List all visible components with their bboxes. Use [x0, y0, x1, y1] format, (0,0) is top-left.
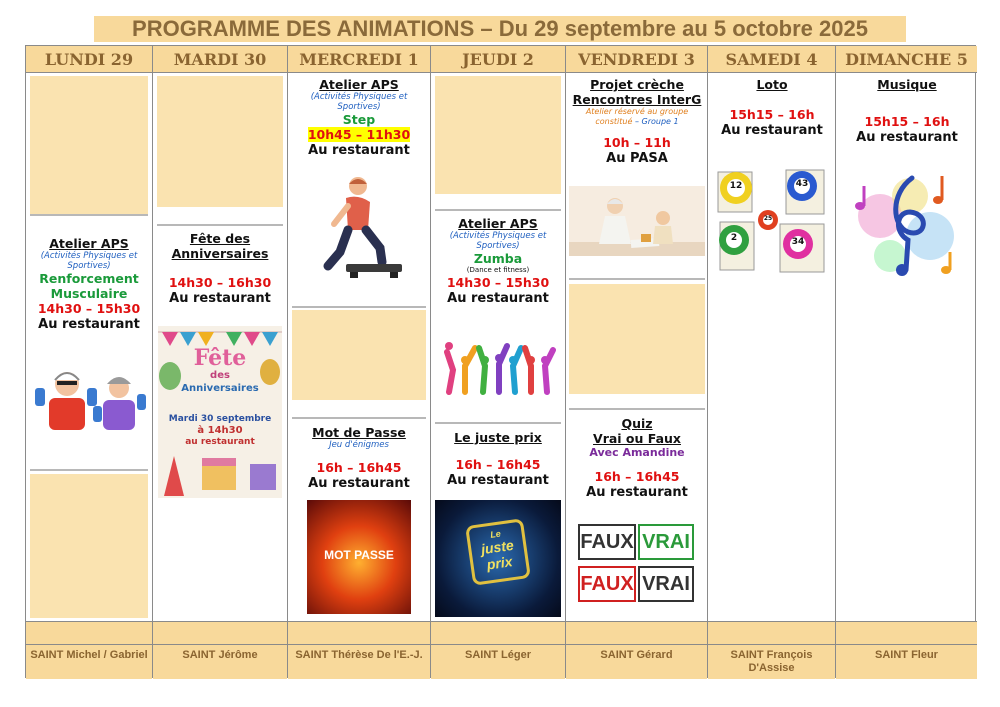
- event-title: Rencontres InterG: [572, 92, 702, 107]
- event-time: 14h30 – 15h30: [446, 275, 550, 290]
- event-subtitle: (Activités Physiques et Sportives): [40, 251, 138, 271]
- column-monday: [26, 46, 152, 677]
- logo-text: FAUX: [578, 524, 636, 560]
- mot-de-passe-logo: [307, 500, 411, 614]
- divider: [435, 209, 561, 211]
- divider: [157, 224, 283, 226]
- event-title: Anniversaires: [171, 246, 269, 261]
- logo-text: prix: [485, 553, 514, 573]
- event-place: Au restaurant: [447, 473, 549, 488]
- day-header-friday: VENDREDI 3: [566, 46, 707, 73]
- poster-text: des: [210, 370, 230, 381]
- event-time: 15h15 – 16h: [729, 107, 815, 122]
- saint-friday: SAINT Gérard: [566, 645, 707, 679]
- activity-line: Zumba: [473, 251, 523, 266]
- event-loto: [712, 77, 832, 139]
- divider: [435, 422, 561, 424]
- event-place: Au restaurant: [38, 317, 140, 332]
- event-time: 15h15 – 16h: [864, 114, 950, 129]
- event-place: Au restaurant: [586, 485, 688, 500]
- saint-sunday: SAINT Fleur: [836, 645, 977, 679]
- event-note: constitué: [595, 117, 633, 126]
- saint-saturday: SAINT François D'Assise: [708, 645, 835, 679]
- ball-number: 43: [795, 179, 809, 189]
- divider: [569, 278, 705, 280]
- schedule-grid: [25, 45, 976, 678]
- activity-line: Step: [342, 112, 376, 127]
- ball-number: 25: [763, 215, 773, 222]
- saint-monday: SAINT Michel / Gabriel: [26, 645, 152, 679]
- saint-tuesday: SAINT Jérôme: [153, 645, 287, 679]
- day-header-monday: LUNDI 29: [26, 46, 152, 73]
- activity-line: Renforcement: [39, 271, 139, 286]
- event-place: Au restaurant: [169, 291, 271, 306]
- birthday-poster: [158, 326, 282, 498]
- divider: [292, 306, 426, 308]
- event-title: Mot de Passe: [312, 425, 406, 440]
- event-subtitle: Jeu d'énigmes: [329, 440, 389, 450]
- event-time: 16h – 16h45: [594, 469, 680, 484]
- column-wednesday: [287, 46, 430, 677]
- event-mot-de-passe: [292, 425, 426, 492]
- event-host: Avec Amandine: [589, 446, 685, 459]
- event-subtitle: (Activités Physiques et Sportives): [449, 231, 547, 251]
- event-note: Atelier réservé au groupe: [585, 107, 689, 116]
- empty-slot: [435, 76, 561, 194]
- ball-number: 12: [729, 181, 743, 191]
- activity-line: Musculaire: [50, 286, 128, 301]
- poster-time: à 14h30: [197, 425, 243, 436]
- juste-prix-logo: [435, 500, 561, 617]
- empty-slot: [292, 310, 426, 400]
- column-thursday: [430, 46, 565, 677]
- zumba-dancers-illustration: [441, 336, 557, 396]
- event-title: Projet crèche: [590, 77, 684, 92]
- empty-slot: [30, 474, 148, 618]
- footer-band: [288, 621, 430, 645]
- event-place: Au PASA: [606, 151, 668, 166]
- event-juste-prix: [435, 430, 561, 489]
- event-time: 16h – 16h45: [455, 457, 541, 472]
- event-title: Loto: [756, 77, 788, 92]
- logo-text: VRAI: [638, 524, 694, 560]
- event-time: 10h – 11h: [603, 135, 671, 150]
- music-note-illustration: [850, 166, 964, 282]
- column-tuesday: [152, 46, 287, 677]
- event-atelier-aps-zumba: [435, 216, 561, 307]
- footer-band: [708, 621, 835, 645]
- event-time: 14h30 – 16h30: [168, 275, 272, 290]
- creche-meeting-illustration: [569, 186, 705, 256]
- event-place: Au restaurant: [856, 130, 958, 145]
- saint-wednesday: SAINT Thérèse De l'E.-J.: [288, 645, 430, 679]
- logo-text: FAUX: [578, 566, 636, 602]
- logo-text: Le: [489, 528, 502, 540]
- event-place: Au restaurant: [308, 476, 410, 491]
- event-anniversaires: [157, 231, 283, 307]
- event-time: 14h30 – 15h30: [37, 301, 141, 316]
- step-exercise-illustration: [312, 174, 408, 282]
- ball-number: 34: [791, 237, 805, 247]
- empty-slot: [30, 76, 148, 214]
- event-title: Vrai ou Faux: [593, 431, 681, 446]
- event-time: 16h – 16h45: [316, 460, 402, 475]
- page-title: PROGRAMME DES ANIMATIONS – Du 29 septembre au 5 octobre 2025: [94, 16, 906, 42]
- event-title: Le juste prix: [454, 430, 542, 445]
- column-friday: [565, 46, 707, 677]
- event-projet-creche: [569, 77, 705, 167]
- divider: [30, 469, 148, 471]
- footer-band: [26, 621, 152, 645]
- day-header-wednesday: MERCREDI 1: [288, 46, 430, 73]
- event-quiz-vrai-faux: [569, 416, 705, 501]
- event-title: Fête des: [189, 231, 251, 246]
- event-musique: [840, 77, 974, 146]
- fitness-seniors-illustration: [27, 366, 151, 436]
- day-header-thursday: JEUDI 2: [431, 46, 565, 73]
- event-time: 10h45 – 11h30: [307, 127, 411, 142]
- divider: [30, 214, 148, 216]
- divider: [569, 408, 705, 410]
- vrai-faux-logo: [578, 520, 696, 606]
- footer-band: [153, 621, 287, 645]
- event-place: Au restaurant: [308, 143, 410, 158]
- loto-balls-illustration: [714, 166, 828, 278]
- logo-text: MOT PASSE: [324, 548, 394, 562]
- day-header-saturday: SAMEDI 4: [708, 46, 835, 73]
- footer-band: [566, 621, 707, 645]
- event-title: Musique: [877, 77, 937, 92]
- empty-slot: [569, 284, 705, 394]
- activity-detail: (Dance et fitness): [466, 266, 530, 274]
- event-subtitle: (Activités Physiques et Sportives): [310, 92, 408, 112]
- day-header-sunday: DIMANCHE 5: [836, 46, 977, 73]
- poster-text: Anniversaires: [181, 383, 259, 394]
- logo-text: juste: [480, 536, 515, 558]
- event-place: Au restaurant: [447, 291, 549, 306]
- poster-title: Fête: [193, 345, 247, 371]
- saint-thursday: SAINT Léger: [431, 645, 565, 679]
- column-saturday: [707, 46, 835, 677]
- event-note: – Groupe 1: [634, 117, 679, 126]
- divider: [292, 417, 426, 419]
- day-header-tuesday: MARDI 30: [153, 46, 287, 73]
- event-atelier-aps-step: [292, 77, 426, 159]
- poster-date: Mardi 30 septembre: [168, 414, 272, 424]
- column-sunday: [835, 46, 977, 677]
- poster-place: au restaurant: [185, 437, 255, 447]
- footer-band: [431, 621, 565, 645]
- event-place: Au restaurant: [721, 123, 823, 138]
- event-title: Atelier APS: [319, 77, 399, 92]
- footer-band: [836, 621, 977, 645]
- event-title: Atelier APS: [458, 216, 538, 231]
- event-atelier-aps-monday: [30, 236, 148, 333]
- logo-text: VRAI: [638, 566, 694, 602]
- event-title: Atelier APS: [49, 236, 129, 251]
- event-title: Quiz: [621, 416, 653, 431]
- empty-slot: [157, 76, 283, 207]
- ball-number: 2: [730, 233, 738, 243]
